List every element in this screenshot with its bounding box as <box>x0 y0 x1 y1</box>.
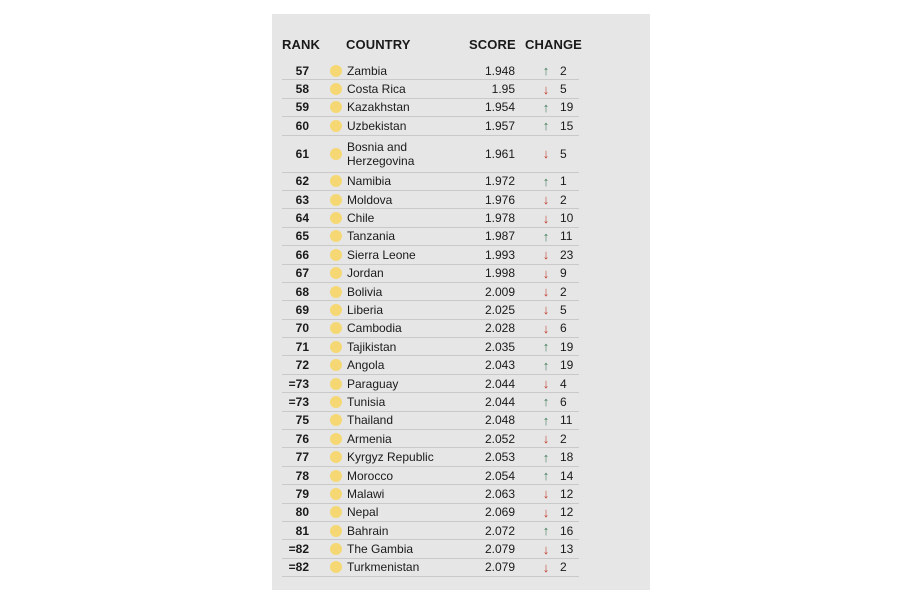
change-cell: 11 <box>560 229 573 244</box>
arrow-down-icon: ↓ <box>542 559 550 575</box>
table-row <box>282 191 579 209</box>
change-cell: 2 <box>560 192 567 207</box>
score-cell: 2.063 <box>484 486 515 501</box>
country-cell: Zambia <box>347 63 388 78</box>
country-cell: Armenia <box>347 431 392 446</box>
score-cell: 2.072 <box>484 523 515 538</box>
score-cell: 2.079 <box>484 560 515 575</box>
rank-cell: 79 <box>295 486 309 501</box>
score-cell: 1.987 <box>484 229 515 244</box>
arrow-down-icon: ↓ <box>542 541 550 557</box>
region-dot-icon <box>329 301 342 318</box>
table-row <box>282 338 579 356</box>
country-cell: Kazakhstan <box>347 100 410 115</box>
region-dot-icon <box>329 191 342 208</box>
table-row <box>282 393 579 411</box>
table-row <box>282 485 579 503</box>
region-dot-icon <box>329 228 342 245</box>
region-dot-icon <box>329 448 342 465</box>
rank-cell: 72 <box>295 358 309 373</box>
score-cell: 2.009 <box>484 284 515 299</box>
table-row <box>282 136 579 173</box>
arrow-up-icon: ↑ <box>542 449 550 465</box>
table-row <box>282 412 579 430</box>
region-dot-icon <box>329 62 342 79</box>
rank-cell: =82 <box>288 542 309 557</box>
country-cell: Costa Rica <box>347 82 406 97</box>
region-dot-icon <box>329 540 342 557</box>
change-cell: 2 <box>560 560 567 575</box>
score-cell: 2.053 <box>484 450 515 465</box>
change-cell: 2 <box>560 431 567 446</box>
table-row <box>282 173 579 191</box>
region-dot-icon <box>329 356 342 373</box>
region-dot-icon <box>329 136 342 172</box>
region-dot-icon <box>329 559 342 576</box>
score-cell: 1.998 <box>484 266 515 281</box>
country-cell: Chile <box>347 211 375 226</box>
change-cell: 19 <box>560 100 574 115</box>
change-cell: 12 <box>560 505 574 520</box>
change-cell: 18 <box>560 450 574 465</box>
table-row <box>282 265 579 283</box>
change-cell: 4 <box>560 376 567 391</box>
score-cell: 2.044 <box>484 376 515 391</box>
region-dot-icon <box>329 467 342 484</box>
rank-cell: =73 <box>288 376 309 391</box>
score-cell: 2.052 <box>484 431 515 446</box>
arrow-up-icon: ↑ <box>542 412 550 428</box>
country-cell: Moldova <box>347 192 393 207</box>
score-cell: 2.048 <box>484 413 515 428</box>
change-cell: 2 <box>560 284 567 299</box>
region-dot-icon <box>329 320 342 337</box>
table-row <box>282 99 579 117</box>
arrow-down-icon: ↓ <box>542 376 550 392</box>
country-cell: Namibia <box>347 174 392 189</box>
table-row <box>282 117 579 135</box>
country-cell: The Gambia <box>347 542 414 557</box>
region-dot-icon <box>329 173 342 190</box>
table-row <box>282 283 579 301</box>
arrow-down-icon: ↓ <box>542 146 550 162</box>
region-dot-icon <box>329 375 342 392</box>
score-cell: 1.961 <box>484 146 515 161</box>
score-cell: 1.95 <box>491 82 515 97</box>
region-dot-icon <box>329 265 342 282</box>
arrow-down-icon: ↓ <box>542 284 550 300</box>
arrow-up-icon: ↑ <box>542 63 550 79</box>
arrow-down-icon: ↓ <box>542 247 550 263</box>
rank-cell: 76 <box>295 431 309 446</box>
score-cell: 2.035 <box>484 339 515 354</box>
score-cell: 1.954 <box>484 100 515 115</box>
country-cell: Turkmenistan <box>347 560 420 575</box>
score-cell: 2.079 <box>484 542 515 557</box>
table-row <box>282 448 579 466</box>
rank-cell: 61 <box>295 146 309 161</box>
country-cell: Nepal <box>347 505 379 520</box>
region-dot-icon <box>329 209 342 226</box>
score-cell: 2.054 <box>484 468 515 483</box>
table-row <box>282 209 579 227</box>
change-cell: 19 <box>560 358 574 373</box>
rank-cell: 81 <box>295 523 309 538</box>
change-cell: 6 <box>560 394 567 409</box>
country-cell: Angola <box>347 358 385 373</box>
country-cell: Uzbekistan <box>347 118 407 133</box>
region-dot-icon <box>329 80 342 97</box>
score-cell: 1.978 <box>484 211 515 226</box>
region-dot-icon <box>329 117 342 134</box>
score-cell: 1.993 <box>484 247 515 262</box>
score-cell: 2.043 <box>484 358 515 373</box>
arrow-up-icon: ↑ <box>542 99 550 115</box>
rank-cell: 58 <box>295 82 309 97</box>
rank-cell: 66 <box>295 247 309 262</box>
score-cell: 2.025 <box>484 302 515 317</box>
country-cell: Paraguay <box>347 376 399 391</box>
arrow-up-icon: ↑ <box>542 523 550 539</box>
change-cell: 12 <box>560 486 574 501</box>
rank-cell: 71 <box>295 339 309 354</box>
country-cell: Bahrain <box>347 523 389 538</box>
table-row <box>282 559 579 577</box>
table-row <box>282 62 579 80</box>
change-cell: 1 <box>560 174 567 189</box>
country-cell: Morocco <box>347 468 394 483</box>
change-cell: 23 <box>560 247 574 262</box>
table-row <box>282 246 579 264</box>
country-cell: Bolivia <box>347 284 383 299</box>
rank-cell: 80 <box>295 505 309 520</box>
country-cell: Tanzania <box>347 229 396 244</box>
score-column-header: SCORE <box>469 37 516 52</box>
arrow-down-icon: ↓ <box>542 431 550 447</box>
table-row <box>282 356 579 374</box>
change-cell: 6 <box>560 321 567 336</box>
arrow-up-icon: ↑ <box>542 468 550 483</box>
arrow-down-icon: ↓ <box>542 320 550 336</box>
rank-cell: 63 <box>295 192 309 207</box>
rank-cell: 68 <box>295 284 309 299</box>
region-dot-icon <box>329 522 342 539</box>
arrow-down-icon: ↓ <box>542 81 550 97</box>
country-cell: Tajikistan <box>347 339 397 354</box>
score-cell: 1.976 <box>484 192 515 207</box>
change-cell: 5 <box>560 82 567 97</box>
region-dot-icon <box>329 99 342 116</box>
country-cell: Kyrgyz Republic <box>347 450 434 465</box>
region-dot-icon <box>329 430 342 447</box>
table-row <box>282 467 579 485</box>
ranking-panel <box>272 14 650 590</box>
change-cell: 13 <box>560 542 574 557</box>
table-row <box>282 228 579 246</box>
arrow-down-icon: ↓ <box>542 265 550 281</box>
rank-column-header: RANK <box>282 37 320 52</box>
country-cell: Liberia <box>347 302 384 317</box>
arrow-down-icon: ↓ <box>542 302 550 318</box>
rank-cell: 75 <box>295 413 309 428</box>
table-row <box>282 522 579 540</box>
country-column-header: COUNTRY <box>346 37 411 52</box>
rank-cell: 77 <box>295 450 309 465</box>
change-cell: 5 <box>560 302 567 317</box>
score-cell: 1.972 <box>484 174 515 189</box>
change-cell: 16 <box>560 523 574 538</box>
score-cell: 1.957 <box>484 118 515 133</box>
region-dot-icon <box>329 283 342 300</box>
country-cell: Cambodia <box>347 321 402 336</box>
change-cell: 5 <box>560 146 567 161</box>
table-row <box>282 80 579 98</box>
country-cell: Jordan <box>347 266 384 281</box>
arrow-up-icon: ↑ <box>542 357 550 373</box>
table-row <box>282 540 579 558</box>
rank-cell: 62 <box>295 174 309 189</box>
country-cell: Bosnia and Herzegovina <box>347 139 415 168</box>
region-dot-icon <box>329 246 342 263</box>
change-column-header: CHANGE <box>525 37 582 52</box>
arrow-down-icon: ↓ <box>542 486 550 502</box>
change-cell: 15 <box>560 118 574 133</box>
change-cell: 14 <box>560 468 574 483</box>
score-cell: 2.028 <box>484 321 515 336</box>
rank-cell: 67 <box>295 266 309 281</box>
change-cell: 11 <box>560 413 573 428</box>
country-cell: Tunisia <box>347 394 386 409</box>
change-cell: 10 <box>560 211 574 226</box>
table-row <box>282 301 579 319</box>
arrow-up-icon: ↑ <box>542 228 550 244</box>
arrow-up-icon: ↑ <box>542 394 550 410</box>
rank-cell: 70 <box>295 321 309 336</box>
change-cell: 9 <box>560 266 567 281</box>
arrow-down-icon: ↓ <box>542 504 550 520</box>
ranking-table <box>282 62 579 577</box>
country-cell: Sierra Leone <box>347 247 416 262</box>
region-dot-icon <box>329 393 342 410</box>
region-dot-icon <box>329 412 342 429</box>
table-row <box>282 504 579 522</box>
rank-cell: 60 <box>295 118 309 133</box>
region-dot-icon <box>329 485 342 502</box>
score-cell: 2.069 <box>484 505 515 520</box>
table-row <box>282 430 579 448</box>
arrow-down-icon: ↓ <box>542 192 550 208</box>
rank-cell: 78 <box>295 468 309 483</box>
rank-cell: 64 <box>295 211 309 226</box>
rank-cell: =73 <box>288 394 309 409</box>
arrow-up-icon: ↑ <box>542 118 550 134</box>
arrow-up-icon: ↑ <box>542 173 550 189</box>
arrow-down-icon: ↓ <box>542 210 550 226</box>
rank-cell: 57 <box>295 63 309 78</box>
rank-cell: 69 <box>295 302 309 317</box>
score-cell: 1.948 <box>484 63 515 78</box>
change-cell: 2 <box>560 63 567 78</box>
change-cell: 19 <box>560 339 574 354</box>
table-row <box>282 375 579 393</box>
arrow-up-icon: ↑ <box>542 339 550 355</box>
region-dot-icon <box>329 338 342 355</box>
table-row <box>282 320 579 338</box>
rank-cell: 59 <box>295 100 309 115</box>
region-dot-icon <box>329 504 342 521</box>
rank-cell: 65 <box>295 229 309 244</box>
score-cell: 2.044 <box>484 394 515 409</box>
rank-cell: =82 <box>288 560 309 575</box>
country-cell: Malawi <box>347 486 385 501</box>
country-cell: Thailand <box>347 413 394 428</box>
